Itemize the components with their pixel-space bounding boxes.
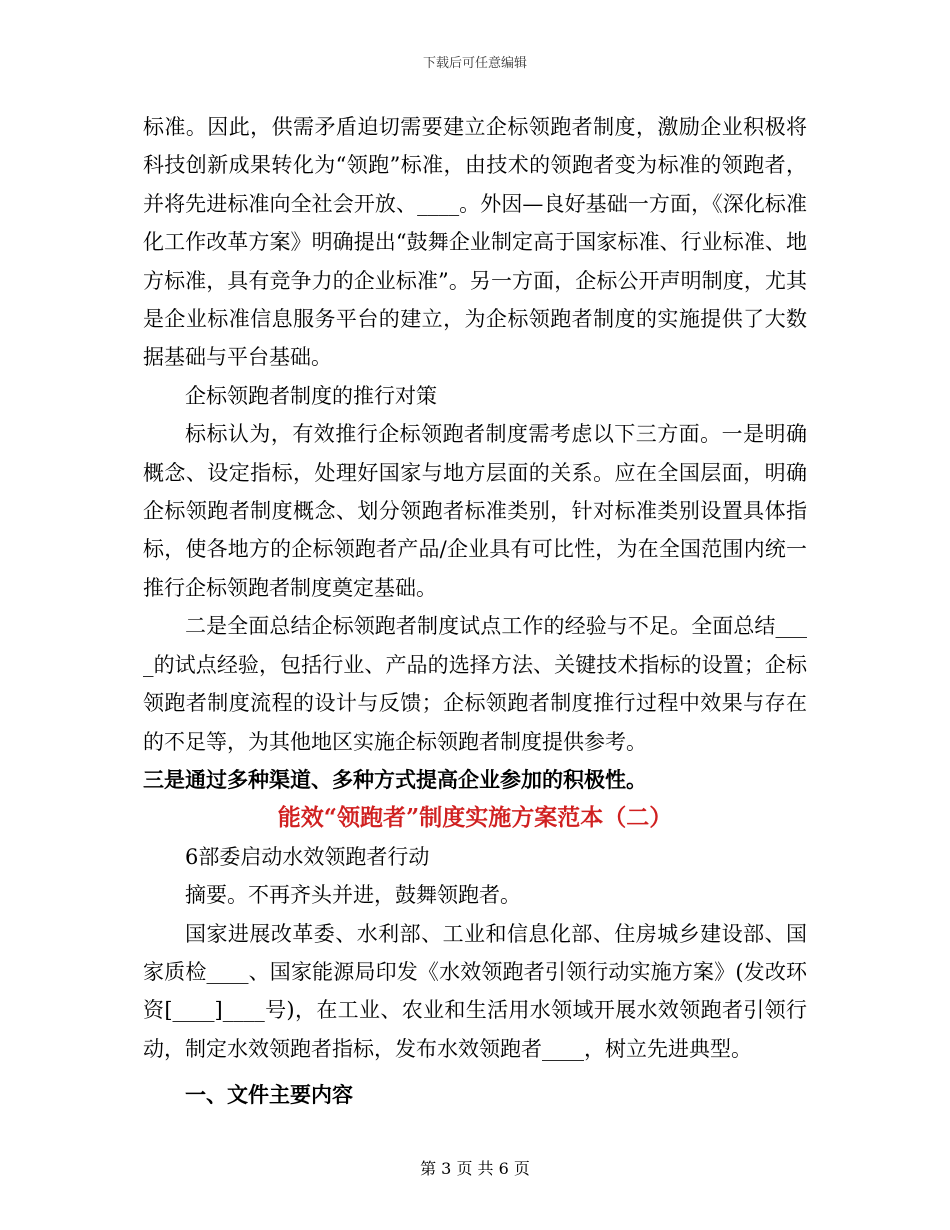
paragraph-standards-context: 标准。因此，供需矛盾迫切需要建立企标领跑者制度，激励企业积极将科技创新成果转化为“领跑”标准，由技术的领跑者变为标准的领跑者，并将先进标准向全社会开放、____。外因—良好基础一方面，《深化标准化工作改革方案》明确提出“鼓舞企业制定高于国家标准、行业标准、地方标准，具有竞争力的企业标准”。另一方面，企标公开声明制度，尤其是企业标准信息服务平台的建立，为企标领跑者制度的实施提供了大数据基础与平台基础。 — [143, 115, 807, 370]
paragraph-countermeasure-one: 标标认为，有效推行企标领跑者制度需考虑以下三方面。一是明确概念、设定指标，处理好国家与地方层面的关系。应在全国层面，明确企标领跑者制度概念、划分领跑者标准类别，针对标准类别设置具体指标，使各地方的企标领跑者产品/企业具有可比性，为在全国范围内统一推行企标领跑者制度奠定基础。 — [143, 422, 807, 600]
section-title: 能效“领跑者”制度实施方案范本（二） — [277, 804, 673, 832]
heading-main-contents: 一、文件主要内容 — [185, 1082, 353, 1108]
paragraph-ministries-launch: 6部委启动水效领跑者行动 — [185, 844, 430, 869]
paragraph-summary: 摘要。不再齐头并进，鼓舞领跑者。 — [185, 883, 521, 908]
paragraph-countermeasures-heading: 企标领跑者制度的推行对策 — [185, 383, 437, 408]
paragraph-countermeasure-three: 三是通过多种渠道、多种方式提高企业参加的积极性。 — [143, 766, 647, 792]
page-footer-number: 第 3 页 共 6 页 — [420, 1159, 530, 1178]
paragraph-plan-details: 国家进展改革委、水利部、工业和信息化部、住房城乡建设部、国家质检____、国家能源局印发《水效领跑者引领行动实施方案》(发改环资[____]____号)，在工业、农业和生活用水领域开展水效领跑者引领行动，制定水效领跑者指标，发布水效领跑者____，树立先进典型。 — [143, 921, 807, 1061]
document-body — [143, 108, 807, 1115]
page-header-note: 下载后可任意编辑 — [422, 56, 527, 71]
paragraph-countermeasure-two: 二是全面总结企标领跑者制度试点工作的经验与不足。全面总结____的试点经验，包括行业、产品的选择方法、关键技术指标的设置；企标领跑者制度流程的设计与反馈；企标领跑者制度推行过程中效果与存在的不足等，为其他地区实施企标领跑者制度提供参考。 — [143, 614, 807, 754]
